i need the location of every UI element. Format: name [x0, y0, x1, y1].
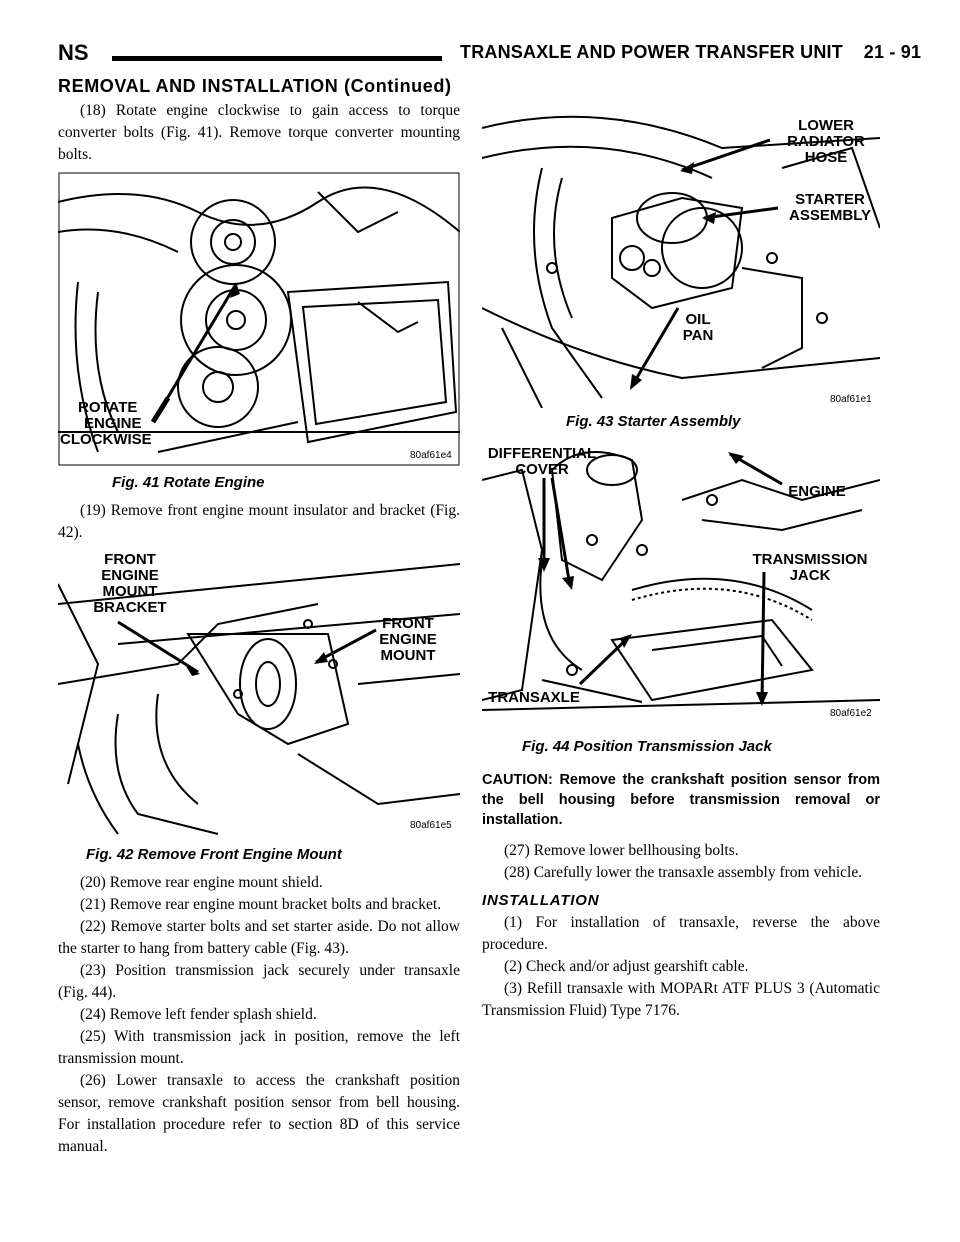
fig42-label-m3: MOUNT — [380, 647, 436, 664]
fig41-label-line1: ROTATE — [78, 399, 138, 416]
step-24: (24) Remove left fender splash shield. — [80, 1006, 317, 1023]
step-27: (27) Remove lower bellhousing bolts. — [504, 842, 739, 859]
fig43-label-h3: HOSE — [804, 149, 848, 166]
section-title: REMOVAL AND INSTALLATION (Continued) — [58, 76, 452, 96]
step-19: (19) Remove front engine mount insulator and bracket (Fig. 42). — [58, 502, 460, 541]
left-text-block-2 — [58, 500, 460, 544]
fig43-label-o2: PAN — [682, 327, 714, 344]
fig42-label-m2: ENGINE — [379, 631, 437, 648]
installation-heading: INSTALLATION — [482, 892, 600, 909]
step-20: (20) Remove rear engine mount shield. — [80, 874, 323, 891]
figure-41 — [58, 172, 460, 466]
fig43-label-h1: LOWER — [798, 117, 854, 134]
install-step-2: (2) Check and/or adjust gearshift cable. — [504, 958, 749, 975]
step-22: (22) Remove starter bolts and set starter aside. Do not allow the starter to hang from battery cable (Fig. 43). — [58, 918, 460, 957]
fig41-label-line2: ENGINE — [84, 415, 142, 432]
fig42-label-front-engine-mount — [368, 616, 448, 664]
fig44-label-differential-cover — [484, 446, 600, 478]
figure-43 — [482, 108, 880, 408]
fig43-label-lower-radiator-hose — [778, 118, 874, 166]
header-title-page: TRANSAXLE AND POWER TRANSFER UNIT 21 - 91 — [460, 42, 922, 62]
fig41-code: 80af61e4 — [410, 450, 452, 461]
fig44-label-transaxle — [482, 690, 586, 706]
fig42-label-b1: FRONT — [104, 551, 156, 568]
figure-44 — [482, 440, 880, 724]
step-18: (18) Rotate engine clockwise to gain access to torque converter bolts (Fig. 41). Remove torque converter mounting bolts. — [58, 102, 460, 163]
fig44-label-j1: TRANSMISSION — [752, 551, 868, 568]
fig44-label-engine-text: ENGINE — [788, 483, 846, 500]
fig44-label-d2: COVER — [515, 461, 569, 478]
fig42-caption: Fig. 42 Remove Front Engine Mount — [86, 846, 342, 863]
header-rule — [112, 56, 442, 61]
left-text-block-1 — [58, 100, 460, 166]
fig41-label-rotate-engine-clockwise — [60, 400, 180, 448]
right-text-block — [482, 770, 880, 1022]
fig44-code: 80af61e2 — [830, 708, 872, 719]
fig43-label-h2: RADIATOR — [787, 133, 865, 150]
step-26: (26) Lower transaxle to access the crankshaft position sensor, remove crankshaft position sensor from bell housing. For installation procedure refer to section 8D of this service manual. — [58, 1072, 460, 1155]
fig43-code: 80af61e1 — [830, 394, 872, 405]
step-21: (21) Remove rear engine mount bracket bolts and bracket. — [80, 896, 442, 913]
step-23: (23) Position transmission jack securely under transaxle (Fig. 44). — [58, 962, 460, 1001]
fig44-label-transaxle-text: TRANSAXLE — [488, 689, 580, 706]
header-section-code: NS — [58, 40, 89, 65]
fig44-label-engine — [782, 484, 852, 500]
fig42-code: 80af61e5 — [410, 820, 452, 831]
fig43-label-o1: OIL — [685, 311, 711, 328]
fig43-caption: Fig. 43 Starter Assembly — [566, 413, 741, 430]
fig44-caption: Fig. 44 Position Transmission Jack — [522, 738, 772, 755]
fig44-label-d1: DIFFERENTIAL — [487, 445, 597, 462]
fig41-caption: Fig. 41 Rotate Engine — [112, 474, 265, 491]
fig44-label-j2: JACK — [789, 567, 831, 584]
fig44-label-transmission-jack — [744, 552, 876, 584]
fig43-label-oil-pan — [678, 312, 718, 344]
figure-42 — [58, 544, 460, 836]
install-step-3: (3) Refill transaxle with MOPARt ATF PLUS 3 (Automatic Transmission Fluid) Type 7176. — [482, 980, 880, 1019]
fig42-label-b3: MOUNT — [102, 583, 158, 600]
fig41-label-line3: CLOCKWISE — [60, 431, 152, 448]
fig42-label-b4: BRACKET — [93, 599, 167, 616]
fig43-label-s1: STARTER — [795, 191, 865, 208]
fig42-label-m1: FRONT — [382, 615, 434, 632]
step-28: (28) Carefully lower the transaxle assembly from vehicle. — [504, 864, 863, 881]
caution-note: CAUTION: Remove the crankshaft position sensor from the bell housing before transmission removal or installation. — [482, 772, 880, 828]
fig43-label-s2: ASSEMBLY — [789, 207, 871, 224]
fig43-label-starter-assembly — [782, 192, 878, 224]
fig42-label-front-engine-mount-bracket — [80, 552, 180, 616]
fig42-label-b2: ENGINE — [101, 567, 159, 584]
install-step-1: (1) For installation of transaxle, reverse the above procedure. — [482, 914, 880, 953]
left-text-block-3 — [58, 872, 460, 1158]
step-25: (25) With transmission jack in position, remove the left transmission mount. — [58, 1028, 460, 1067]
